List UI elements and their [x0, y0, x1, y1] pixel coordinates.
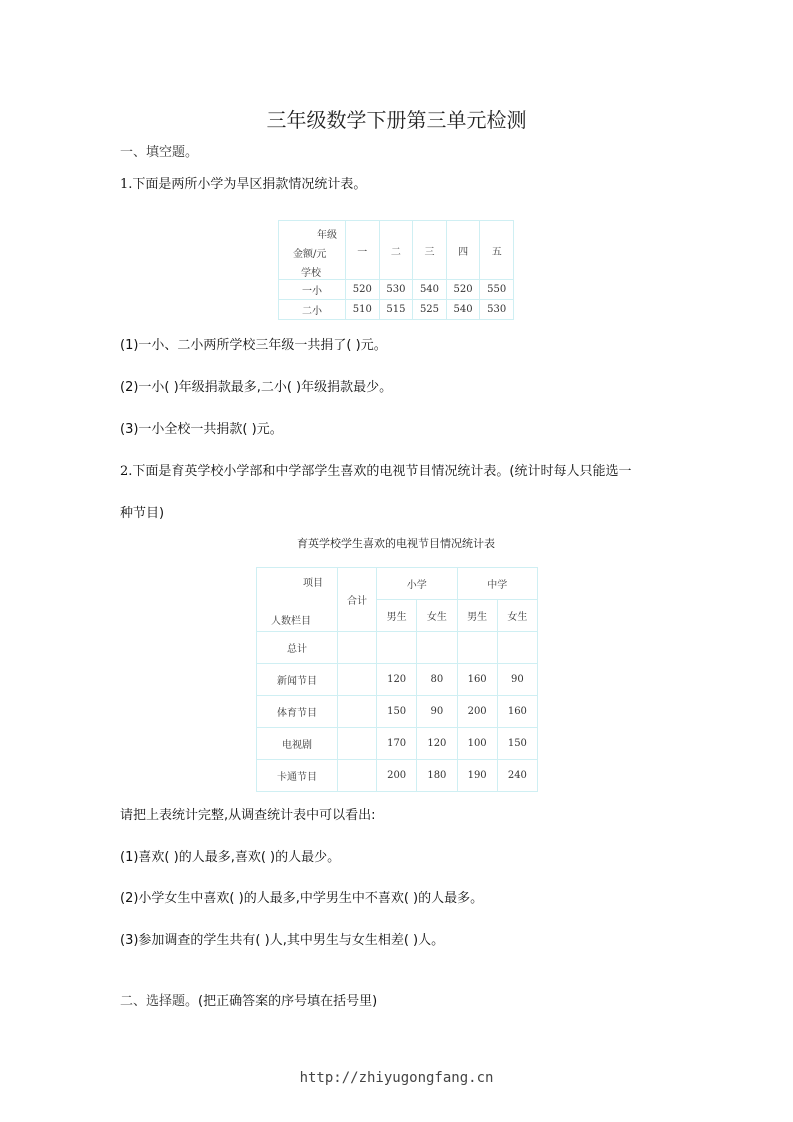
table1-row-label: 二小: [279, 300, 346, 320]
table2-corner-cell: [257, 568, 338, 632]
table-row: [279, 300, 514, 320]
table-row: [257, 632, 538, 664]
table2-cell: 150: [377, 696, 417, 728]
table-row: [257, 728, 538, 760]
table2-cell: [338, 696, 377, 728]
table2-cell: 120: [417, 728, 457, 760]
table2-cell: 100: [457, 728, 497, 760]
table1-header-grade-2: 二: [379, 221, 413, 280]
table2-corner-count: 人数栏目: [271, 616, 311, 627]
table2-cell: [377, 632, 417, 664]
section-heading-multiple-choice: [120, 990, 377, 1009]
table2-cell: [338, 664, 377, 696]
table2-header-primary: 小学: [377, 568, 458, 600]
table2-subheader-girls: 女生: [497, 600, 537, 632]
table2-cell: [417, 632, 457, 664]
table2-row-label: 新闻节目: [257, 664, 338, 696]
question-1-text: 下面是两所小学为旱区捐款情况统计表。: [132, 177, 367, 192]
table1-cell: 510: [346, 300, 380, 320]
section-heading-fill-in: 一、填空题。: [120, 145, 199, 160]
table2-cell: [457, 632, 497, 664]
table1-corner-amount: 金额/元: [293, 249, 327, 260]
table1-corner-school: 学校: [301, 268, 321, 279]
table2-row-label: 体育节目: [257, 696, 338, 728]
table2-cell: [338, 760, 377, 792]
table1-cell: 520: [446, 280, 480, 300]
question-1-stem: [120, 173, 366, 192]
table2-cell: [338, 632, 377, 664]
table2-cell: 170: [377, 728, 417, 760]
question-2-text: 下面是育英学校小学部和中学部学生喜欢的电视节目情况统计表。(统计时每人只能选一: [132, 464, 632, 479]
table-row: [279, 280, 514, 300]
table1-header-grade-4: 四: [446, 221, 480, 280]
table2-cell: 200: [377, 760, 417, 792]
footer-url: http://zhiyugongfang.cn: [299, 1070, 494, 1086]
question-2-number: 2.: [120, 464, 133, 479]
table1-header-grade-1: 一: [346, 221, 380, 280]
table1-header-grade-5: 五: [480, 221, 514, 280]
table2-cell: 150: [497, 728, 537, 760]
table1-cell: 540: [446, 300, 480, 320]
table2-caption: 育英学校学生喜欢的电视节目情况统计表: [297, 537, 495, 550]
table2-header-middle: 中学: [457, 568, 538, 600]
question-2-sub-1: (1)喜欢( )的人最多,喜欢( )的人最少。: [120, 850, 341, 865]
table2-header-total: 合计: [338, 568, 377, 632]
table2-cell: 190: [457, 760, 497, 792]
table2-cell: 240: [497, 760, 537, 792]
question-1-sub-1: (1)一小、二小两所学校三年级一共捐了( )元。: [120, 338, 387, 353]
question-2-sub-3: (3)参加调查的学生共有( )人,其中男生与女生相差( )人。: [120, 933, 445, 948]
question-1-sub-2: (2)一小( )年级捐款最多,二小( )年级捐款最少。: [120, 380, 393, 395]
table2-cell: 160: [457, 664, 497, 696]
table1-cell: 525: [413, 300, 447, 320]
table2-cell: 180: [417, 760, 457, 792]
table1-header-grade-3: 三: [413, 221, 447, 280]
table-row: [257, 760, 538, 792]
section-2-label: 二、选择题。: [120, 994, 199, 1009]
table1-cell: 540: [413, 280, 447, 300]
table1-cell: 520: [346, 280, 380, 300]
question-2-stem: [120, 460, 631, 479]
table2-row-label: 总计: [257, 632, 338, 664]
question-1-sub-3: (3)一小全校一共捐款( )元。: [120, 422, 283, 437]
page-title: 三年级数学下册第三单元检测: [266, 108, 527, 132]
table2-row-label: 电视剧: [257, 728, 338, 760]
table1-corner-grade: 年级: [317, 230, 337, 241]
table2-cell: 90: [497, 664, 537, 696]
section-2-note: (把正确答案的序号填在括号里): [198, 994, 378, 1009]
table2-row-label: 卡通节目: [257, 760, 338, 792]
table2-cell: 200: [457, 696, 497, 728]
table-row: [257, 696, 538, 728]
question-2-prompt: 请把上表统计完整,从调查统计表中可以看出:: [120, 808, 376, 823]
table2-cell: 90: [417, 696, 457, 728]
table2-cell: 160: [497, 696, 537, 728]
table2-subheader-boys: 男生: [377, 600, 417, 632]
table1-corner-cell: [279, 221, 346, 280]
table2-cell: 120: [377, 664, 417, 696]
table1-cell: 515: [379, 300, 413, 320]
question-2-stem-continued: 种节目): [120, 506, 165, 521]
table1-cell: 530: [379, 280, 413, 300]
table2-subheader-boys: 男生: [457, 600, 497, 632]
table2-cell: [338, 728, 377, 760]
table-row: [257, 664, 538, 696]
table2-corner-item: 项目: [303, 578, 323, 589]
table2-subheader-girls: 女生: [417, 600, 457, 632]
question-1-number: 1.: [120, 177, 133, 192]
table1-row-label: 一小: [279, 280, 346, 300]
table1-cell: 530: [480, 300, 514, 320]
donation-table: [278, 220, 514, 320]
table2-cell: 80: [417, 664, 457, 696]
tv-preference-table: [256, 567, 538, 792]
table1-cell: 550: [480, 280, 514, 300]
table2-cell: [497, 632, 537, 664]
question-2-sub-2: (2)小学女生中喜欢( )的人最多,中学男生中不喜欢( )的人最多。: [120, 891, 484, 906]
